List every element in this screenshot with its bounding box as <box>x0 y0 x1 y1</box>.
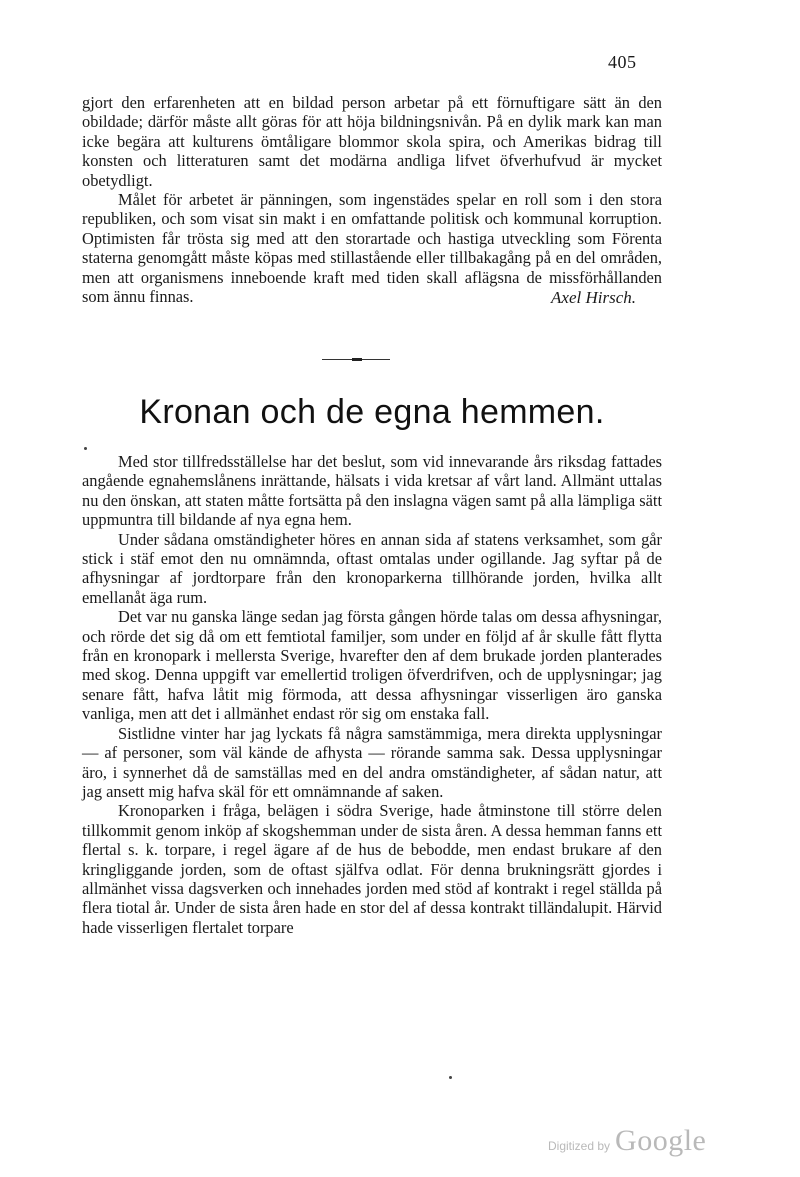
body-paragraph: gjort den erfarenheten att en bildad person arbetar på ett förnuftigare sätt än den obildade; därför måste allt göras för att höja bildningsnivån. På en dylik mark kan man icke begära att kulturens ömtåligare blommor skola spira, och Amerikas bidrag till konsten och litteraturen samt det modärna andliga lifvet öfverhufvud är mycket obetydligt. <box>82 93 662 190</box>
article-title: Kronan och de egna hemmen. <box>139 393 605 431</box>
body-paragraph: Sistlidne vinter har jag lyckats få några samstämmiga, mera direkta upplysningar — af personer, som väl kände de afhysta — rörande samma sak. Dessa upplysningar äro, i synnerhet då de samställas med en del andra omständigheter, af sådan natur, att jag ansett mig hafva skäl för ett omnämnande af saken. <box>82 723 662 801</box>
body-paragraph: Kronoparken i fråga, belägen i södra Sverige, hade åtminstone till större delen tillkommit genom inköp af skogshemman under de sista åren. A dessa hemman fanns ett flertal s. k. torpare, i regel ägare af de hus de bebodde, men endast brukare af den kringliggande jorden, som de oftast själfva odlat. För denna brukningsrätt gjordes i allmänhet vissa dagsverken och innehades jorden med stöd af kontrakt i regel ställda på flera tiotal år. Under de sista åren hade en stor del af dessa kontrakt tilländalupit. Härvid hade visserligen flertalet torpare <box>82 801 662 937</box>
ink-speck <box>449 1076 452 1079</box>
body-paragraph: Målet för arbetet är pänningen, som ingenstädes spelar en roll som i den stora republiken, och som visat sin makt i en omfattande politisk och kommunal korruption. Optimisten får trösta sig med att den storartade och hastiga utveckling som Förenta staterna genomgått måste köpas med stillastående eller tillbakagång på en del områden, men att organismens inneboende kraft med tiden skall aflägsna de missförhållanden som ännu finnas. <box>82 190 662 307</box>
body-paragraph: Med stor tillfredsställelse har det beslut, som vid innevarande års riksdag fattades angående egnahemslånens inrättande, hälsats i vida kretsar af vårt land. Allmänt uttalas nu den önskan, att staten måtte fortsätta på den inslagna vägen samt på alla lämpliga sätt uppmuntra till bildande af nya egna hem. <box>82 452 662 530</box>
digitization-watermark <box>548 1124 706 1158</box>
page-number: 405 <box>608 52 637 72</box>
article-body <box>82 452 662 937</box>
section-divider <box>322 359 390 360</box>
watermark-prefix: Digitized by <box>548 1139 611 1153</box>
body-paragraph: Det var nu ganska länge sedan jag första gången hörde talas om dessa afhysningar, och rörde det sig då om ett femtiotal familjer, som under en följd af år skulle fått flytta från en kronopark i mellersta Sverige, hvarefter den af dem brukade jorden planterades med skog. Denna uppgift var emellertid troligen öfverdrifven, och de upplysningar; jag senare fått, hafva låtit mig förmoda, att dessa afhysningar visserligen äro ganska vanliga, men att det i allmänhet endast rör sig om enstaka fall. <box>82 607 662 724</box>
google-logo: Google <box>615 1124 707 1157</box>
top-section <box>82 93 662 306</box>
author-signature: Axel Hirsch. <box>551 288 636 308</box>
body-paragraph: Under sådana omständigheter höres en annan sida af statens verksamhet, som går stick i stäf emot den nu omnämnda, oftast omtalas under ogillande. Jag syftar på de afhysningar af jordtorpare från den kronoparkerna tillhörande jorden, hvilka allt emellanåt äga rum. <box>82 529 662 607</box>
ink-speck <box>84 447 87 450</box>
